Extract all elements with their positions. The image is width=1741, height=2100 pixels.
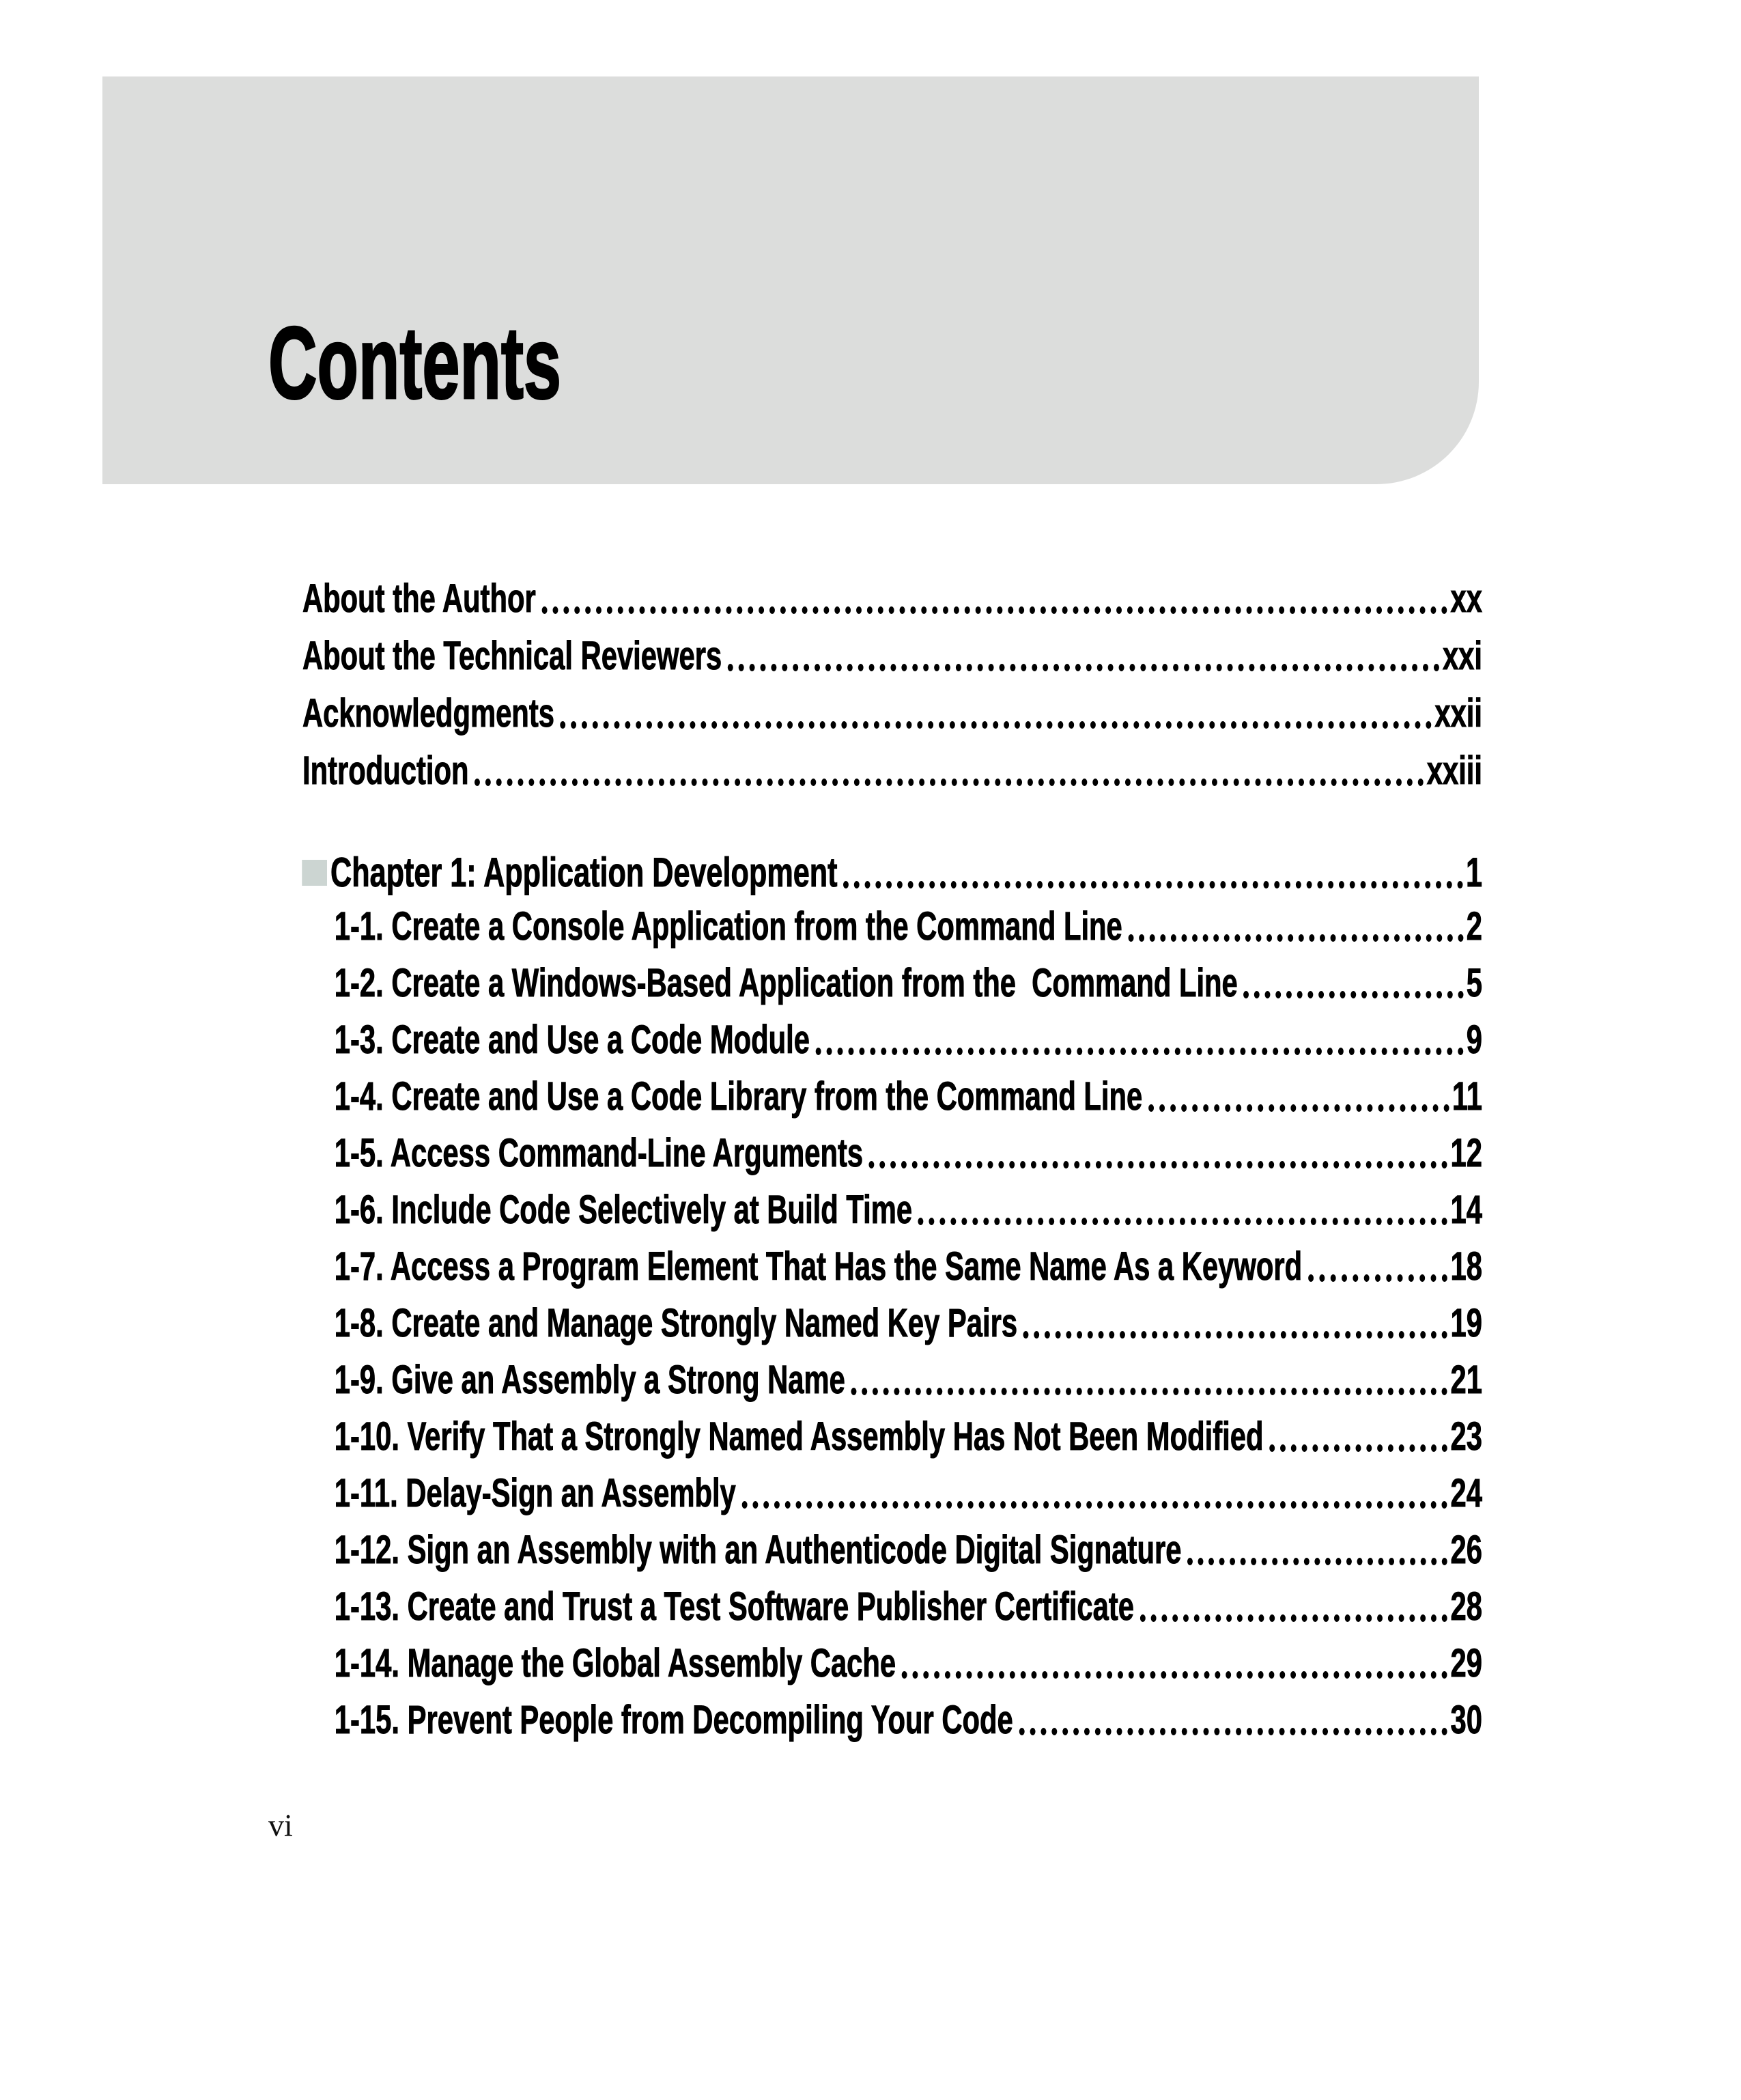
toc-entry-page: 21: [1450, 1358, 1482, 1402]
toc-entry-page: 29: [1450, 1641, 1482, 1685]
dot-leader: [1269, 1417, 1447, 1452]
toc-entry-label: Introduction: [302, 748, 469, 793]
toc-front-matter-row: [302, 636, 1482, 676]
toc-entry-label: About the Author: [302, 576, 536, 621]
dot-leader: [843, 852, 1462, 888]
toc-entry-page: 24: [1450, 1471, 1482, 1515]
toc-entry-row: [334, 1584, 1482, 1629]
toc-entry-label: 1-7. Access a Program Element That Has the Same Name As a Keyword: [334, 1244, 1303, 1289]
toc-entry-page: 9: [1466, 1018, 1482, 1062]
dot-leader: [561, 694, 1432, 729]
toc-entry-label: 1-4. Create and Use a Code Library from the Command Line: [334, 1074, 1143, 1119]
toc-chapter-title: Chapter 1: Application Development: [330, 850, 838, 895]
toc-entry-page: 28: [1450, 1584, 1482, 1629]
folio-page-number: vi: [268, 1808, 293, 1843]
toc-entry-page: 12: [1450, 1131, 1482, 1175]
toc-entry-row: [335, 1190, 1482, 1230]
table-of-contents: [302, 576, 1482, 1742]
toc-entry-page: xxii: [1434, 691, 1482, 736]
dot-leader: [1187, 1530, 1447, 1565]
dot-leader: [1023, 1304, 1448, 1339]
toc-entry-row: [334, 1131, 1482, 1175]
dot-leader: [1148, 1077, 1449, 1112]
toc-entry-row: [334, 904, 1482, 949]
toc-entry-label: 1-11. Delay-Sign an Assembly: [334, 1471, 736, 1515]
dot-leader: [728, 636, 1440, 671]
dot-leader: [869, 1134, 1447, 1168]
toc-entry-row: [335, 1530, 1482, 1570]
dot-leader: [816, 1020, 1464, 1055]
toc-entry-label: 1-13. Create and Trust a Test Software Publisher Certificate: [334, 1584, 1135, 1629]
dot-leader: [1128, 907, 1463, 942]
toc-entry-page: 5: [1466, 961, 1482, 1005]
toc-entry-row: [334, 1074, 1482, 1119]
toc-entry-label: 1-15. Prevent People from Decompiling Your Code: [334, 1698, 1013, 1742]
page-title: Contents: [268, 305, 561, 420]
toc-entry-page: 26: [1450, 1528, 1482, 1572]
toc-entry-row: [335, 1700, 1482, 1740]
toc-entry-label: 1-6. Include Code Selectively at Build Time: [334, 1188, 913, 1232]
toc-entry-label: 1-1. Create a Console Application from the Command Line: [334, 904, 1122, 949]
dot-leader: [1019, 1700, 1447, 1735]
toc-entry-label: 1-14. Manage the Global Assembly Cache: [334, 1641, 896, 1685]
toc-entry-label: 1-2. Create a Windows-Based Application from the Command Line: [334, 961, 1238, 1005]
toc-entry-row: [334, 1414, 1482, 1459]
toc-entry-page: 11: [1452, 1074, 1482, 1119]
toc-entry-label: 1-3. Create and Use a Code Module: [334, 1018, 810, 1062]
toc-entry-label: 1-9. Give an Assembly a Strong Name: [334, 1358, 845, 1402]
dot-leader: [851, 1360, 1448, 1395]
toc-entry-row: [335, 1020, 1482, 1060]
toc-entry-row: [334, 1641, 1482, 1685]
toc-front-matter-row: [302, 748, 1482, 793]
toc-chapter-row: [302, 852, 1482, 893]
toc-entry-label: 1-10. Verify That a Strongly Named Assembly Has Not Been Modified: [334, 1414, 1264, 1459]
toc-entry-row: [334, 1301, 1482, 1345]
toc-front-matter-row: [302, 576, 1482, 621]
toc-entry-label: 1-5. Access Command-Line Arguments: [334, 1131, 864, 1175]
toc-chapter-entries: [302, 904, 1482, 1742]
toc-entry-label: 1-12. Sign an Assembly with an Authenticode Digital Signature: [334, 1528, 1182, 1572]
toc-entry-page: 2: [1466, 904, 1482, 949]
toc-front-matter-row: [302, 691, 1482, 736]
toc-entry-page: 18: [1450, 1244, 1482, 1289]
toc-entry-page: xxiii: [1426, 748, 1482, 793]
toc-entry-row: [335, 1360, 1482, 1400]
toc-entry-page: 30: [1450, 1698, 1482, 1742]
dot-leader: [1308, 1247, 1447, 1282]
dot-leader: [902, 1644, 1447, 1679]
dot-leader: [741, 1474, 1447, 1509]
toc-entry-row: [334, 961, 1482, 1005]
toc-entry-label: 1-8. Create and Manage Strongly Named Key Pairs: [334, 1301, 1018, 1345]
toc-entry-row: [334, 1471, 1482, 1515]
dot-leader: [918, 1190, 1447, 1225]
toc-entry-page: xxi: [1442, 634, 1482, 678]
toc-entry-label: Acknowledgments: [302, 691, 554, 736]
dot-leader: [541, 579, 1447, 614]
toc-entry-page: 14: [1450, 1188, 1482, 1232]
chapter-bullet-icon: [302, 860, 327, 886]
contents-header-banner: [102, 76, 1479, 484]
toc-chapter-page: 1: [1465, 850, 1482, 895]
dot-leader: [475, 751, 1424, 786]
toc-entry-page: 19: [1450, 1301, 1482, 1345]
toc-entry-label: About the Technical Reviewers: [302, 634, 722, 678]
toc-entry-page: 23: [1450, 1414, 1482, 1459]
dot-leader: [1243, 964, 1463, 998]
toc-entry-row: [334, 1244, 1482, 1289]
dot-leader: [1140, 1587, 1448, 1622]
toc-entry-page: xx: [1450, 576, 1482, 621]
